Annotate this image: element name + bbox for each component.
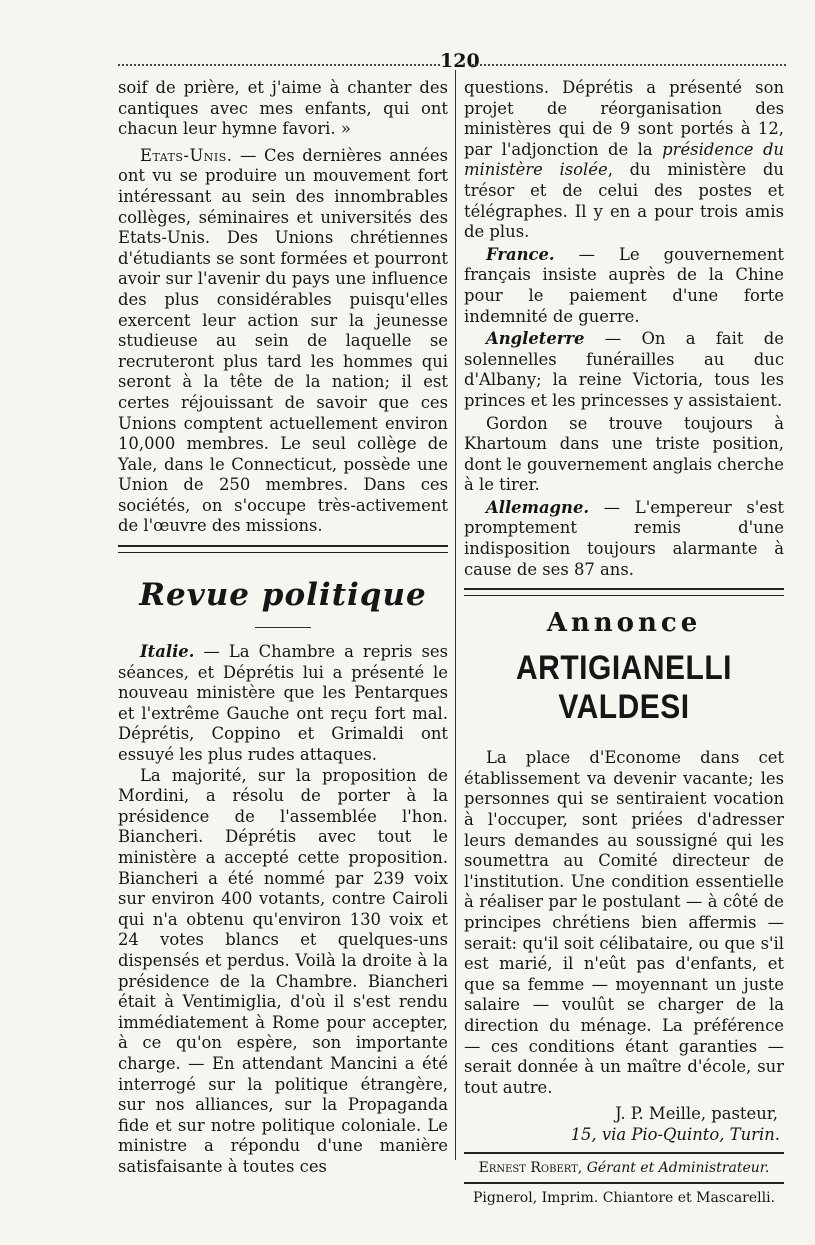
reorganisation-text-italic: présidence du ministère isolée (464, 139, 784, 180)
italie-label: Italie. (140, 642, 195, 662)
italie-text: — La Chambre a repris ses séances, et Déprétis lui a présenté le nouveau ministère que les Pentarques et l'extrême Gauche ont reçu fort mal. Déprétis, Coppino et Grimaldi ont essuyé les plus rudes attaques. (118, 642, 448, 765)
annonce-title: Annonce (546, 608, 702, 639)
reorganisation-text-a: questions. Déprétis a présenté son projet de réorganisation des ministères qui de 9 sont portés à 12, par l'adjonction de la (464, 78, 784, 159)
angleterre-paragraph (464, 329, 784, 411)
footer-divider (464, 1152, 784, 1154)
reorganisation-paragraph (464, 78, 784, 243)
allemagne-text: — L'empereur s'est promptement remis d'une indisposition toujours alarmante à cause de ses 87 ans. (464, 497, 784, 579)
majorite-paragraph: La majorité, sur la proposition de Mordini, a résolu de porter à la présidence de l'assemblée l'hon. Biancheri. Déprétis avec tout le ministère a accepté cette proposition. Biancheri a été nommé par 239 voix sur environ 400 votants, contre Cairoli qui n'a obtenu qu'environ 130 voix et 24 votes blancs et quelques-uns dispensés et perdus. Voilà la droite à la présidence de la Chambre. Biancheri était à Ventimiglia, d'où il s'est rendu immédiatement à Rome pour accepter, à ce qu'on espère, son importante charge. — En attendant Mancini a été interrogé sur la politique étrangère, sur nos alliances, sur la Propaganda fide et sur notre politique coloniale. Le ministre a répondu d'une manière satisfaisante à toutes ces (118, 765, 448, 1176)
page-number: 120 (440, 50, 480, 72)
right-column (464, 78, 784, 1206)
angleterre-text: — On a fait de solennelles funérailles au duc d'Albany; la reine Victoria, tous les princes et les princesses y assistaient. (464, 329, 784, 410)
allemagne-label: Allemagne. (486, 497, 590, 517)
section-divider (118, 545, 448, 553)
signature-address: 15, via Pio-Quinto, Turin. (570, 1124, 780, 1144)
gerant-line (464, 1160, 784, 1176)
italie-paragraph (118, 642, 448, 766)
title-underline (255, 627, 311, 628)
header-dotted-rule-left (118, 64, 440, 66)
annonce-heading: ARTIGIANELLI VALDESI (516, 649, 732, 727)
reorganisation-text-b: , du ministère du trésor et de celui des postes et télégraphes. Il y en a pour trois amis de plus. (464, 160, 784, 242)
signature-name: J. P. Meille, pasteur, (615, 1104, 778, 1124)
gordon-paragraph: Gordon se trouve toujours à Khartoum dans une triste position, dont le gouvernement anglais cherche à le tirer. (464, 413, 784, 495)
annonce-divider (464, 588, 784, 596)
angleterre-label: Angleterre (486, 329, 585, 349)
printer-line: Pignerol, Imprim. Chiantore et Mascarelli. (472, 1189, 776, 1206)
column-separator (455, 70, 456, 1160)
section-title-revue-politique: Revue politique (139, 577, 427, 614)
france-paragraph (464, 245, 784, 327)
annonce-paragraph: La place d'Econome dans cet établissement va devenir vacante; les personnes qui se sentiraient vocation à l'occuper, sont priées d'adresser leurs demandes au soussigné qui les soumettra au Comité directeur de l'institution. Une condition essentielle à réaliser par le postulant — à côté de principes chrétiens bien affermis — serait: qu'il soit célibataire, ou que s'il est marié, il n'eût pas d'enfants, et que sa femme — moyennant un juste salaire — voulût se charger de la direction du ménage. La préférence — ces conditions étant garanties — serait donnée à un maître d'école, sur tout autre. (464, 748, 784, 1097)
gerant-name: Ernest Robert, (478, 1159, 583, 1176)
france-label: France. (486, 244, 555, 264)
footer-divider-2 (464, 1182, 784, 1184)
gerant-role: Gérant et Administrateur. (582, 1159, 770, 1176)
continued-paragraph: soif de prière, et j'aime à chanter des cantiques avec mes enfants, qui ont chacun leur hymne favori. » (118, 78, 448, 139)
france-text: — Le gouvernement français insiste auprès de la Chine pour le paiement d'une forte indemnité de guerre. (464, 244, 784, 326)
left-column (118, 78, 448, 1178)
etats-unis-label: Etats-Unis. (140, 145, 233, 165)
allemagne-paragraph (464, 498, 784, 580)
header-dotted-rule-right (472, 64, 786, 66)
etats-unis-text: — Ces dernières années ont vu se produire un mouvement fort intéressant au sein des innombrables collèges, séminaires et universités des Etats-Unis. Des Unions chrétiennes d'étudiants se sont formées et pourront avoir sur l'avenir du pays une influence des plus considérables puisqu'elles exercent leur action sur la jeunesse studieuse au sein de laquelle se recruteront plus tard les hommes qui seront à la tête de la nation; il est certes réjouissant de savoir que ces Unions comptent actuellement environ 10,000 membres. Le seul collège de Yale, dans le Connecticut, possède une Union de 250 membres. Dans ces sociétés, on s'occupe très-activement de l'œuvre des missions. (118, 145, 448, 536)
etats-unis-paragraph (118, 146, 448, 537)
